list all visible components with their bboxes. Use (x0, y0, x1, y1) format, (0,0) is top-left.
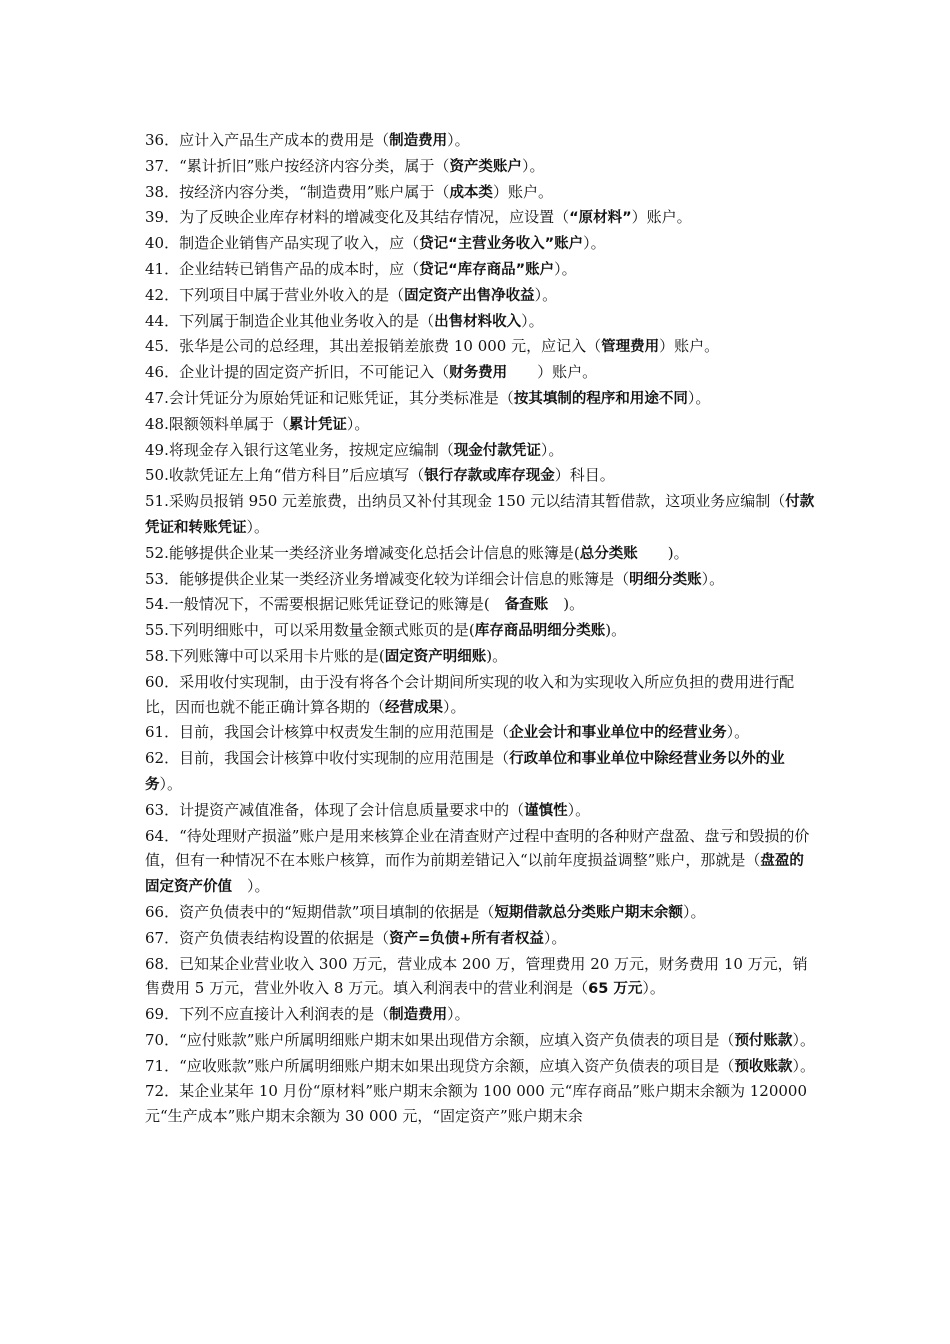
answer: 固定资产出售净收益 (404, 287, 535, 304)
answer: 库存商品明细分类账 (474, 623, 606, 640)
answer: 资产=负债+所有者权益 (389, 930, 544, 947)
question-54: 54.一般情况下，不需要根据记账凭证登记的账簿是( 备查账 )。 (145, 595, 585, 614)
answer: 累计凭证 (288, 416, 347, 433)
answer: 总分类账 (579, 545, 638, 562)
answer: “原材料” (569, 210, 632, 227)
question-60: 60．采用收付实现制，由于没有将各个会计期间所实现的收入和为实现收入所应负担的费用进行配比，因而也就不能正确计算各期的（经营成果）。 (145, 672, 795, 716)
answer: 预收账款 (734, 1058, 793, 1075)
answer: 行政单位和事业单位中除经营业务以外的业务 (145, 751, 785, 793)
question-55: 55.下列明细账中，可以采用数量金额式账页的是(库存商品明细分类账)。 (145, 621, 627, 640)
answer: 明细分类账 (629, 571, 702, 588)
question-41: 41．企业结转已销售产品的成本时，应（贷记“库存商品”账户）。 (145, 259, 577, 278)
answer: 银行存款或库存现金 (424, 468, 555, 485)
answer: 贷记“主营业务收入”账户 (419, 236, 584, 253)
answer: 管理费用 (601, 339, 660, 356)
question-46: 46．企业计提的固定资产折旧，不可能记入（财务费用 ）账户。 (145, 363, 598, 382)
question-48: 48.限额领料单属于（累计凭证）。 (145, 414, 370, 433)
question-53: 53．能够提供企业某一类经济业务增减变化较为详细会计信息的账簿是（明细分类账）。 (145, 569, 725, 588)
question-72: 72．某企业某年 10 月份“原材料”账户期末余额为 100 000 元“库存商品”账户期末余额为 120000 元“生产成本”账户期末余额为 30 000 元，“固定资产”账户期末余 (145, 1082, 807, 1126)
answer: 经营成果 (385, 699, 444, 716)
question-69: 69．下列不应直接计入利润表的是（制造费用）。 (145, 1005, 470, 1024)
question-66: 66．资产负债表中的“短期借款”项目填制的依据是（短期借款总分类账户期末余额）。 (145, 902, 706, 921)
question-70: 70．“应付账款”账户所属明细账户期末如果出现借方余额，应填入资产负债表的项目是（预付账款）。 (145, 1030, 815, 1049)
answer: 现金付款凭证 (453, 442, 541, 459)
question-37: 37．“累计折旧”账户按经济内容分类，属于（资产类账户）。 (145, 156, 545, 175)
answer: 资产类账户 (449, 158, 522, 175)
answer: 备查账 (504, 597, 549, 614)
question-62: 62．目前，我国会计核算中收付实现制的应用范围是（行政单位和事业单位中除经营业务以外的业务）。 (145, 749, 785, 793)
question-44: 44．下列属于制造企业其他业务收入的是（出售材料收入）。 (145, 311, 544, 330)
question-68: 68．已知某企业营业收入 300 万元，营业成本 200 万，管理费用 20 万元，财务费用 10 万元，销售费用 5 万元，营业外收入 8 万元。填入利润表中的营业利润是（65 万元）。 (145, 954, 808, 998)
answer: 固定资产明细账 (384, 648, 487, 665)
answer: 短期借款总分类账户期末余额 (494, 904, 683, 921)
question-71: 71．“应收账款”账户所属明细账户期末如果出现贷方余额，应填入资产负债表的项目是（预收账款）。 (145, 1056, 815, 1075)
question-51: 51.采购员报销 950 元差旅费，出纳员又补付其现金 150 元以结清其暂借款，这项业务应编制（付款凭证和转账凭证）。 (145, 492, 815, 536)
answer: 出售材料收入 (434, 313, 522, 330)
answer: 盘盈的固定资产价值 (145, 853, 804, 896)
answer: 65 万元 (588, 981, 643, 998)
question-45: 45．张华是公司的总经理，其出差报销差旅费 10 000 元，应记入（管理费用）账户。 (145, 337, 720, 356)
answer: 企业会计和事业单位中的经营业务 (509, 725, 727, 742)
answer: 财务费用 (449, 365, 508, 382)
question-39: 39．为了反映企业库存材料的增减变化及其结存情况，应设置（“原材料”）账户。 (145, 208, 692, 227)
question-36: 36．应计入产品生产成本的费用是（制造费用）。 (145, 131, 470, 149)
question-47: 47.会计凭证分为原始凭证和记账凭证，其分类标准是（按其填制的程序和用途不同）。 (145, 388, 711, 407)
answer: 付款凭证和转账凭证 (145, 494, 815, 536)
question-67: 67．资产负债表结构设置的依据是（资产=负债+所有者权益）。 (145, 928, 567, 947)
question-38: 38．按经济内容分类，“制造费用”账户属于（成本类）账户。 (145, 182, 553, 201)
answer: 制造费用 (389, 133, 448, 149)
answer: 制造费用 (389, 1007, 448, 1024)
question-49: 49.将现金存入银行这笔业务，按规定应编制（现金付款凭证）。 (145, 440, 564, 459)
question-58: 58.下列账簿中可以采用卡片账的是(固定资产明细账)。 (145, 646, 508, 665)
answer: 预付账款 (734, 1032, 793, 1049)
question-52: 52.能够提供企业某一类经济业务增减变化总括会计信息的账簿是(总分类账 )。 (145, 543, 689, 562)
answer: 按其填制的程序和用途不同 (513, 390, 688, 407)
question-40: 40．制造企业销售产品实现了收入，应（贷记“主营业务收入”账户）。 (145, 234, 606, 253)
question-64: 64．“待处理财产损溢”账户是用来核算企业在清查财产过程中查明的各种财产盘盈、盘亏和毁损的价值，但有一种情况不在本账户核算，而作为前期差错记入“以前年度损益调整”账户，那就是（盘盈的固定资产价值 ）。 (145, 826, 810, 896)
question-50: 50.收款凭证左上角“借方科目”后应填写（银行存款或库存现金）科目。 (145, 466, 615, 485)
answer: 贷记“库存商品”账户 (419, 261, 555, 278)
question-42: 42．下列项目中属于营业外收入的是（固定资产出售净收益）。 (145, 285, 558, 304)
document-page (145, 128, 815, 1130)
question-63: 63．计提资产减值准备，体现了会计信息质量要求中的（谨慎性）。 (145, 800, 591, 819)
answer: 谨慎性 (524, 802, 568, 819)
question-61: 61．目前，我国会计核算中权责发生制的应用范围是（企业会计和事业单位中的经营业务）。 (145, 723, 750, 742)
answer: 成本类 (449, 184, 493, 201)
